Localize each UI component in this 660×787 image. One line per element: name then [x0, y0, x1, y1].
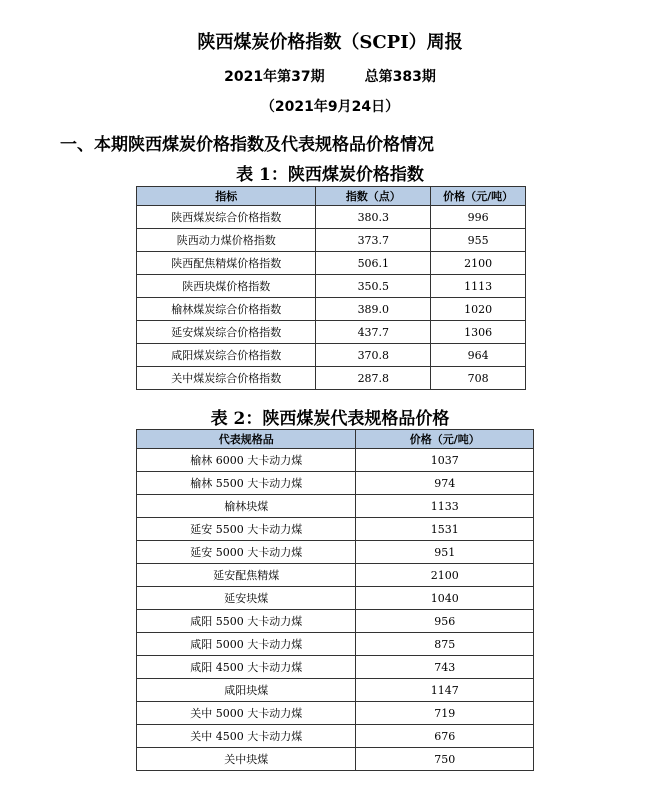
- table-cell: 964: [431, 344, 526, 367]
- table-row: [137, 367, 526, 390]
- table-cell: 1147: [356, 679, 534, 702]
- report-date: （2021年9月24日）: [260, 99, 400, 115]
- table-cell: 951: [356, 541, 534, 564]
- table-cell: 咸阳块煤: [137, 679, 356, 702]
- table-row: [137, 610, 534, 633]
- table-cell: 437.7: [316, 321, 431, 344]
- table-cell: 743: [356, 656, 534, 679]
- issue-line: [0, 66, 660, 86]
- table-cell: 506.1: [316, 252, 431, 275]
- report-title: 陕西煤炭价格指数（SCPI）周报: [197, 32, 463, 53]
- table-header-row: [137, 430, 534, 449]
- table-row: [137, 252, 526, 275]
- column-header: 价格（元/吨）: [431, 187, 526, 206]
- table-row: [137, 321, 526, 344]
- table-cell: 榆林 6000 大卡动力煤: [137, 449, 356, 472]
- table-cell: 955: [431, 229, 526, 252]
- column-header: 价格（元/吨）: [356, 430, 534, 449]
- issue-total: 总第383期: [364, 69, 436, 85]
- table-cell: 延安块煤: [137, 587, 356, 610]
- table-row: [137, 495, 534, 518]
- table-cell: 708: [431, 367, 526, 390]
- table-cell: 咸阳 5500 大卡动力煤: [137, 610, 356, 633]
- table-cell: 1113: [431, 275, 526, 298]
- table-row: [137, 587, 534, 610]
- table-cell: 389.0: [316, 298, 431, 321]
- table-row: [137, 748, 534, 771]
- table-row: [137, 633, 534, 656]
- table-cell: 974: [356, 472, 534, 495]
- table-cell: 287.8: [316, 367, 431, 390]
- table-row: [137, 275, 526, 298]
- table-cell: 陕西煤炭综合价格指数: [137, 206, 316, 229]
- table-row: [137, 298, 526, 321]
- table-cell: 咸阳煤炭综合价格指数: [137, 344, 316, 367]
- table-cell: 1020: [431, 298, 526, 321]
- table-cell: 咸阳 5000 大卡动力煤: [137, 633, 356, 656]
- table-cell: 1133: [356, 495, 534, 518]
- table-row: [137, 656, 534, 679]
- table-cell: 陕西动力煤价格指数: [137, 229, 316, 252]
- table-cell: 1306: [431, 321, 526, 344]
- table-row: [137, 725, 534, 748]
- table-row: [137, 229, 526, 252]
- table-row: [137, 472, 534, 495]
- table-cell: 咸阳 4500 大卡动力煤: [137, 656, 356, 679]
- table-cell: 719: [356, 702, 534, 725]
- table-cell: 1531: [356, 518, 534, 541]
- price-index-table: [136, 186, 526, 390]
- representative-price-table: [136, 429, 534, 771]
- table-row: [137, 206, 526, 229]
- table-cell: 2100: [431, 252, 526, 275]
- table-cell: 1040: [356, 587, 534, 610]
- table-cell: 关中块煤: [137, 748, 356, 771]
- table-cell: 676: [356, 725, 534, 748]
- table-cell: 373.7: [316, 229, 431, 252]
- table-cell: 延安 5500 大卡动力煤: [137, 518, 356, 541]
- table-row: [137, 702, 534, 725]
- table-cell: 2100: [356, 564, 534, 587]
- column-header: 指标: [137, 187, 316, 206]
- table-cell: 陕西配焦精煤价格指数: [137, 252, 316, 275]
- table-cell: 榆林 5500 大卡动力煤: [137, 472, 356, 495]
- table2-caption: 表 2：陕西煤炭代表规格品价格: [210, 409, 450, 429]
- table-cell: 榆林煤炭综合价格指数: [137, 298, 316, 321]
- table-cell: 1037: [356, 449, 534, 472]
- table-row: [137, 679, 534, 702]
- table-cell: 延安煤炭综合价格指数: [137, 321, 316, 344]
- column-header: 指数（点）: [316, 187, 431, 206]
- table-row: [137, 344, 526, 367]
- table-cell: 996: [431, 206, 526, 229]
- table-cell: 延安 5000 大卡动力煤: [137, 541, 356, 564]
- table-cell: 380.3: [316, 206, 431, 229]
- table-cell: 370.8: [316, 344, 431, 367]
- issue-year: 2021年第37期: [224, 69, 325, 85]
- table-cell: 延安配焦精煤: [137, 564, 356, 587]
- table-cell: 875: [356, 633, 534, 656]
- section-heading: 一、本期陕西煤炭价格指数及代表规格品价格情况: [60, 135, 434, 155]
- table-cell: 关中 5000 大卡动力煤: [137, 702, 356, 725]
- table-cell: 关中 4500 大卡动力煤: [137, 725, 356, 748]
- table-cell: 350.5: [316, 275, 431, 298]
- table-row: [137, 449, 534, 472]
- table-cell: 榆林块煤: [137, 495, 356, 518]
- table-cell: 956: [356, 610, 534, 633]
- table-row: [137, 541, 534, 564]
- table-row: [137, 564, 534, 587]
- table1-caption: 表 1：陕西煤炭价格指数: [236, 165, 424, 185]
- table-header-row: [137, 187, 526, 206]
- column-header: 代表规格品: [137, 430, 356, 449]
- table-cell: 陕西块煤价格指数: [137, 275, 316, 298]
- table-cell: 关中煤炭综合价格指数: [137, 367, 316, 390]
- table-row: [137, 518, 534, 541]
- table-cell: 750: [356, 748, 534, 771]
